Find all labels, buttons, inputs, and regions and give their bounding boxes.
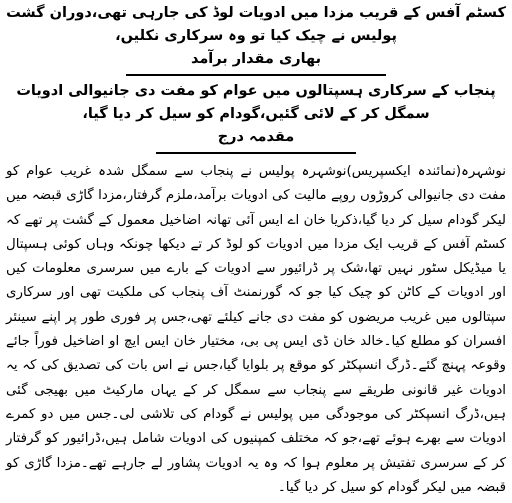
- sub-headline-line-2: بھاری مقدار برآمد: [190, 51, 322, 67]
- headline-divider-bottom: [156, 152, 356, 154]
- article-body: نوشہرہ(نمائندہ ایکسپریس)نوشہرہ پولیس نے پنجاب سے سمگل شدہ غریب عوام کو مفت دی جانیوالی کروڑوں روپے مالیت کی ادویات برآمد،ملزم گرفتار،مزدا گاڑی قبضہ میں لیکر گودام سیل کر دیا گیا،ذکریا خان اے ایس آئی تھانہ اضاخیل معمول کے گشت پر تھے کہ کسٹم آفس کے قریب ایک مزدا میں ادویات کو لوڈ کر تے دیکھا چونکہ وہاں کوئی ہسپتال یا میڈیکل سٹور نہیں تھا،شک پر ڈرائیور سے ادویات کے بارے میں سرسری معلومات کیں اور ادویات کے کاٹن کو چیک کیا جو کہ گورنمنٹ آف پنجاب کی ملکیت تھی اور سرکاری سپتالوں میں غریب مریضوں کو مفت دی جانے کیلئے تھی،جس پر فوری طور پر اپنے سینئر افسران کو مطلع کیا۔خالد خان ڈی ایس پی بی، مختیار خان ایس ایچ او اضاخیل فوراً جائے وقوعہ پہنچ گئے۔ڈرگ انسپکٹر کو موقع پر بلوایا گیا،جس نے اس بات کی تصدیق کی کہ یہ ادویات غیر قانونی طریقے سے پنجاب سے سمگل کر کے یہاں مارکیٹ میں بھیجی گئی ہیں،ڈرگ انسپکٹر کی موجودگی میں پولیس نے گودام کی تلاشی لی۔جس میں دو کمرے ادویات سے بھرے ہوئے تھے،جو کہ مختلف کمپنیوں کی ادویات شامل ہیں،ڈرائیور کو گرفتار کر کے سرسری تفتیش پر معلوم ہوا کہ وہ یہ ادویات پشاور لے جارہے تھے۔مزدا گاڑی کو قبضہ میں لیکر گودام کو سیل کر دیا گیا۔: [6, 164, 506, 495]
- main-headline-line-2: مقدمہ درج: [217, 129, 295, 145]
- sub-headline-line-1: کسٹم آفس کے قریب مزدا میں ادویات لوڈ کی جارہی تھی،دوران گشت پولیس نے چیک کیا تو وہ سرکاری نکلیں،: [6, 5, 506, 44]
- headline-divider-top: [126, 74, 386, 76]
- main-headline-line-1: پنجاب کے سرکاری ہسپتالوں میں عوام کو مفت دی جانیوالی ادویات سمگل کر کے لائی گئیں،گودام کو سیل کر دیا گیا،: [16, 83, 496, 122]
